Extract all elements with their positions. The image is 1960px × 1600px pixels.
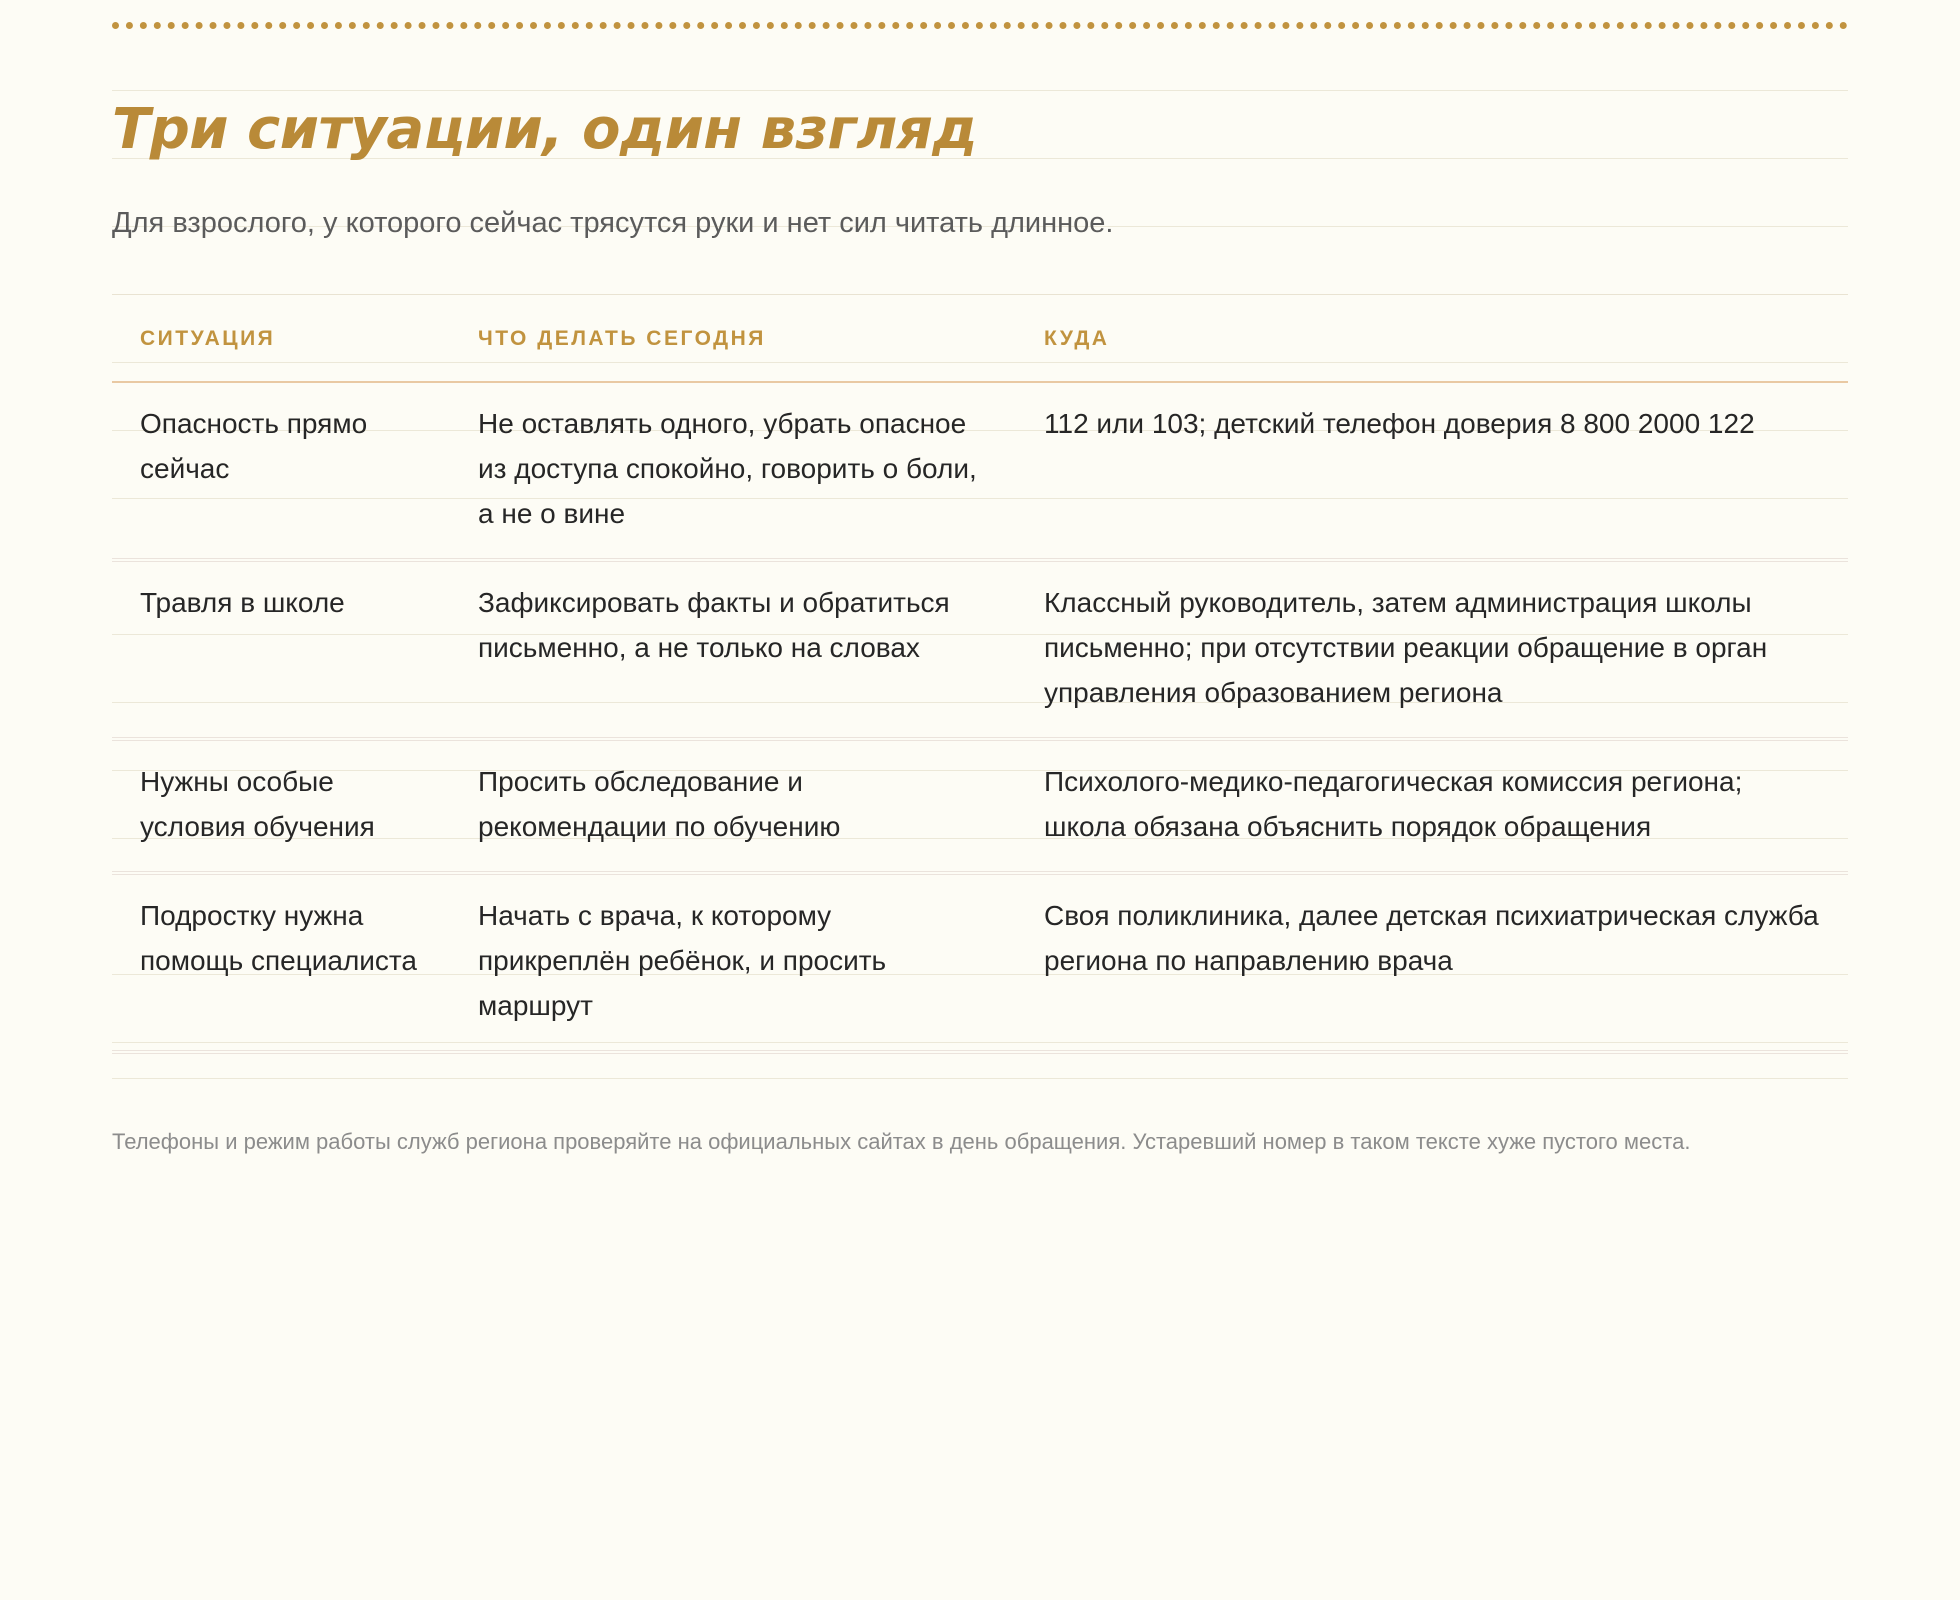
situations-table <box>112 294 1848 1054</box>
dotted-top-divider <box>112 22 1848 29</box>
page-subtitle: Для взрослого, у которого сейчас трясутся руки и нет сил читать длинное. <box>112 207 1114 239</box>
footnote: Телефоны и режим работы служб региона проверяйте на официальных сайтах в день обращения. Устаревший номер в таком тексте хуже пустого места. <box>112 1129 1691 1154</box>
cell-where: Классный руководитель, затем администрация школы письменно; при отсутствии реакции обращение в орган управления образованием региона <box>1016 560 1848 739</box>
table-row <box>112 873 1848 1052</box>
table-row <box>112 382 1848 560</box>
cell-action: Не оставлять одного, убрать опасное из доступа спокойно, говорить о боли, а не о вине <box>450 382 1016 560</box>
column-header-where: КУДА <box>1016 295 1848 383</box>
cell-situation: Нужны особые условия обучения <box>112 739 450 873</box>
cell-action: Просить обследование и рекомендации по обучению <box>450 739 1016 873</box>
cell-situation: Подростку нужна помощь специалиста <box>112 873 450 1052</box>
page-title: Три ситуации, один взгляд <box>112 97 978 162</box>
ruled-line <box>112 90 1848 91</box>
table-header-row <box>112 295 1848 383</box>
column-header-situation: СИТУАЦИЯ <box>112 295 450 383</box>
table-row <box>112 739 1848 873</box>
cell-situation: Травля в школе <box>112 560 450 739</box>
column-header-action: ЧТО ДЕЛАТЬ СЕГОДНЯ <box>450 295 1016 383</box>
ruled-line <box>112 1078 1848 1079</box>
cell-action: Зафиксировать факты и обратиться письменно, а не только на словах <box>450 560 1016 739</box>
table-row <box>112 560 1848 739</box>
cell-situation: Опасность прямо сейчас <box>112 382 450 560</box>
cell-action: Начать с врача, к которому прикреплён ребёнок, и просить маршрут <box>450 873 1016 1052</box>
cell-where: Психолого-медико-педагогическая комиссия региона; школа обязана объяснить порядок обращения <box>1016 739 1848 873</box>
cell-where: Своя поликлиника, далее детская психиатрическая служба региона по направлению врача <box>1016 873 1848 1052</box>
cell-where: 112 или 103; детский телефон доверия 8 800 2000 122 <box>1016 382 1848 560</box>
